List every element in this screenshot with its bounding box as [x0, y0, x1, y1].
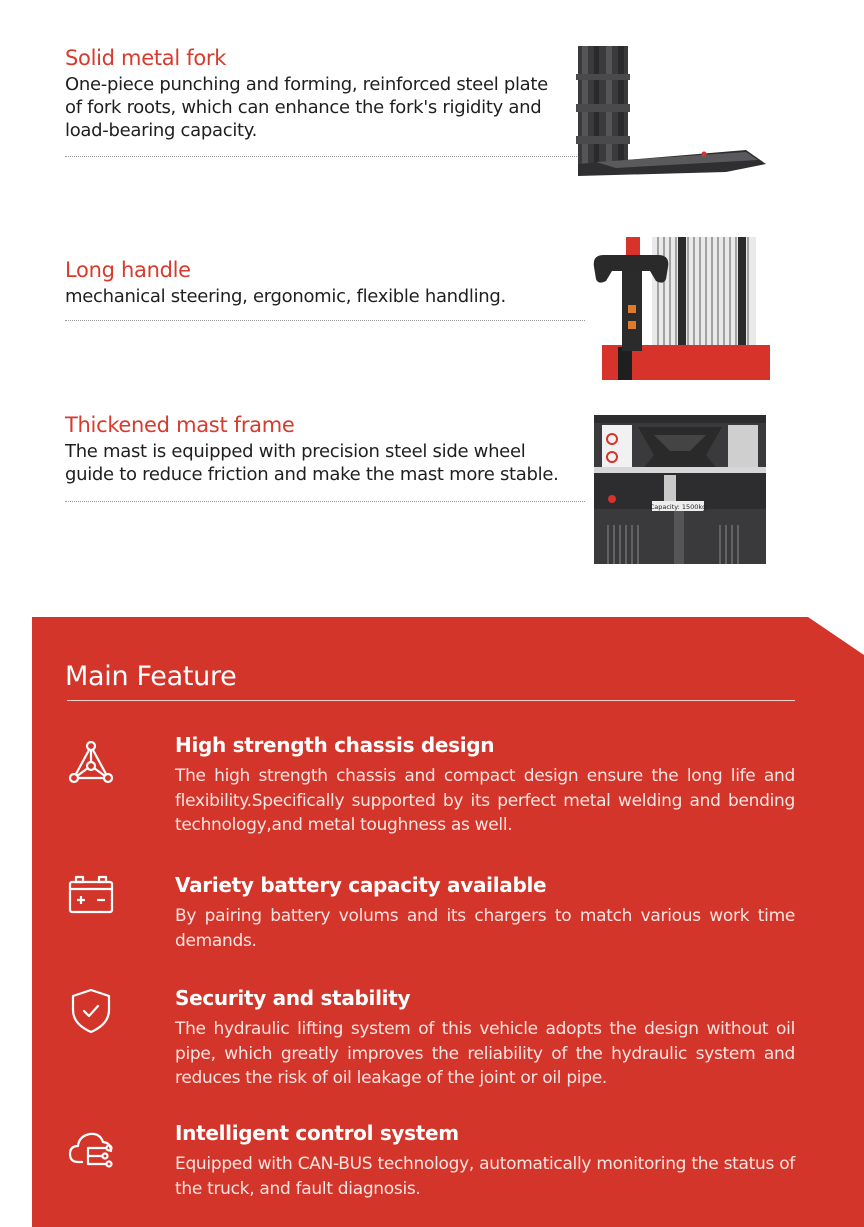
- detail-handle: [65, 257, 565, 308]
- mast-photo: [594, 415, 766, 564]
- feature-text: By pairing battery volums and its chargers to match various work time demands.: [175, 906, 795, 951]
- divider: [65, 501, 585, 502]
- chassis-network-icon: [66, 738, 116, 788]
- feature-item: [175, 1120, 795, 1201]
- detail-mast: [65, 412, 575, 486]
- shield-check-icon: [66, 986, 116, 1036]
- detail-title: Long handle: [65, 258, 191, 282]
- detail-title: Solid metal fork: [65, 46, 227, 70]
- feature-item: [175, 872, 795, 953]
- fork-photo: [576, 46, 768, 182]
- feature-title: Security and stability: [175, 986, 411, 1010]
- feature-text: The high strength chassis and compact design ensure the long life and flexibility.Specifically supported by its perfect metal welding and bending technology,and metal toughness as well.: [175, 766, 795, 835]
- detail-title: Thickened mast frame: [65, 413, 295, 437]
- detail-text: The mast is equipped with precision steel side wheel guide to reduce friction and make the mast more stable.: [65, 441, 559, 485]
- detail-text: One-piece punching and forming, reinforced steel plate of fork roots, which can enhance the fork's rigidity and load-bearing capacity.: [65, 74, 548, 141]
- title-underline: [67, 700, 795, 701]
- capacity-label: Capacity: 1500kg: [649, 503, 707, 511]
- feature-item: [175, 732, 795, 838]
- handle-photo: [588, 237, 770, 380]
- divider: [65, 156, 585, 157]
- feature-title: Variety battery capacity available: [175, 873, 547, 897]
- feature-text: Equipped with CAN-BUS technology, automatically monitoring the status of the truck, and fault diagnosis.: [175, 1154, 795, 1199]
- feature-item: [175, 985, 795, 1091]
- divider: [65, 320, 585, 321]
- feature-title: Intelligent control system: [175, 1121, 459, 1145]
- main-feature-title: Main Feature: [65, 661, 237, 692]
- cloud-circuit-icon: [66, 1124, 116, 1174]
- battery-icon: [66, 872, 116, 922]
- detail-text: mechanical steering, ergonomic, flexible handling.: [65, 286, 506, 307]
- detail-fork: [65, 45, 565, 142]
- feature-text: The hydraulic lifting system of this vehicle adopts the design without oil pipe, which greatly improves the reliability of the hydraulic system and reduces the risk of oil leakage of the joint or oil pipe.: [175, 1019, 795, 1088]
- feature-title: High strength chassis design: [175, 733, 495, 757]
